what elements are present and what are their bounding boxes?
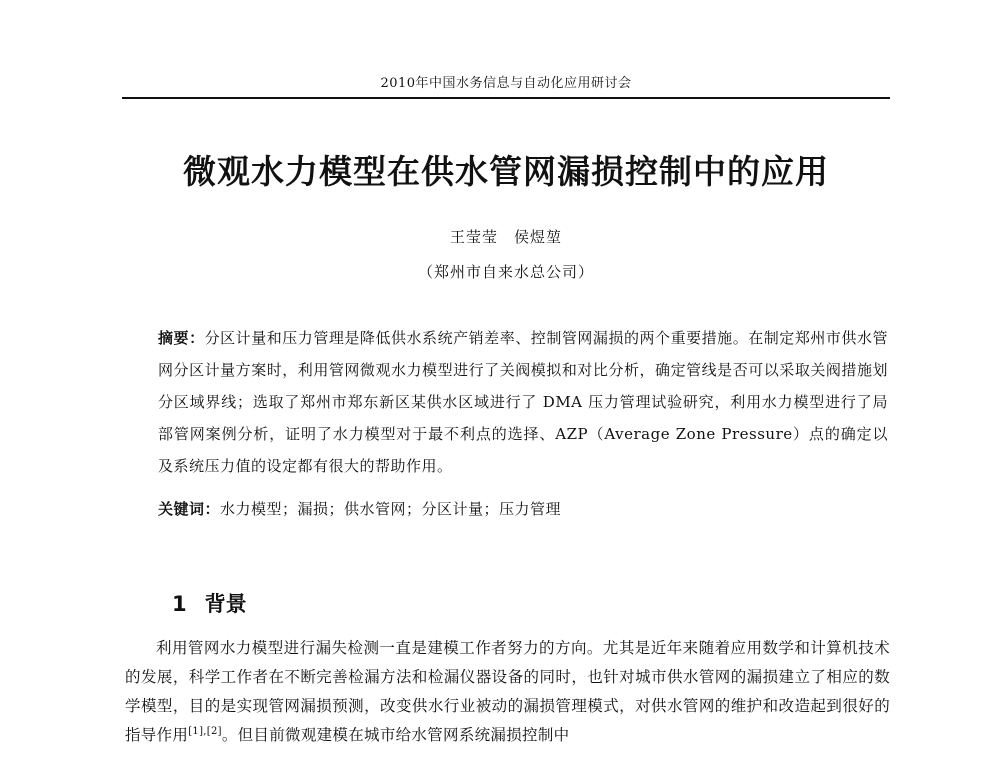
section-title: 背景	[204, 592, 247, 616]
paper-affiliation: （郑州市自来水总公司）	[417, 263, 594, 281]
section-number: 1	[172, 592, 187, 616]
abstract-label: 摘要：	[158, 329, 205, 347]
section-heading	[172, 588, 247, 618]
header-rule	[122, 97, 890, 99]
conference-header: 2010年中国水务信息与自动化应用研讨会	[380, 76, 632, 91]
body-text-part2: 。但目前微观建模在城市给水管网系统漏损控制中	[221, 726, 570, 744]
body-text-part1: 利用管网水力模型进行漏失检测一直是建模工作者努力的方向。尤其是近年来随着应用数学和计算机技术的发展，科学工作者在不断完善检漏方法和检漏仪器设备的同时，也针对城市供水管网的漏损建立了相应的数学模型，目的是实现管网漏损预测，改变供水行业被动的漏损管理模式，对供水管网的维护和改造起到很好的指导作用	[125, 639, 890, 744]
keywords-text: 水力模型；漏损；供水管网；分区计量；压力管理	[220, 500, 562, 518]
paper-title: 微观水力模型在供水管网漏损控制中的应用	[183, 152, 829, 191]
keywords-label: 关键词：	[158, 500, 221, 518]
body-paragraph	[125, 634, 890, 750]
paper-authors: 王莹莹 侯煜堃	[449, 228, 562, 246]
abstract-text: 分区计量和压力管理是降低供水系统产销差率、控制管网漏损的两个重要措施。在制定郑州市供水管网分区计量方案时，利用管网微观水力模型进行了关阀模拟和对比分析，确定管线是否可以采取关阀措施划分区域界线；选取了郑州市郑东新区某供水区域进行了 DMA 压力管理试验研究，利用水力模型进行了局部管网案例分析，证明了水力模型对于最不利点的选择、AZP（Average Zone Pressure）点的确定以及系统压力值的设定都有很大的帮助作用。	[158, 329, 888, 475]
keywords	[158, 498, 888, 519]
citation[interactable]: [1],[2]	[188, 725, 222, 737]
abstract	[158, 322, 888, 482]
